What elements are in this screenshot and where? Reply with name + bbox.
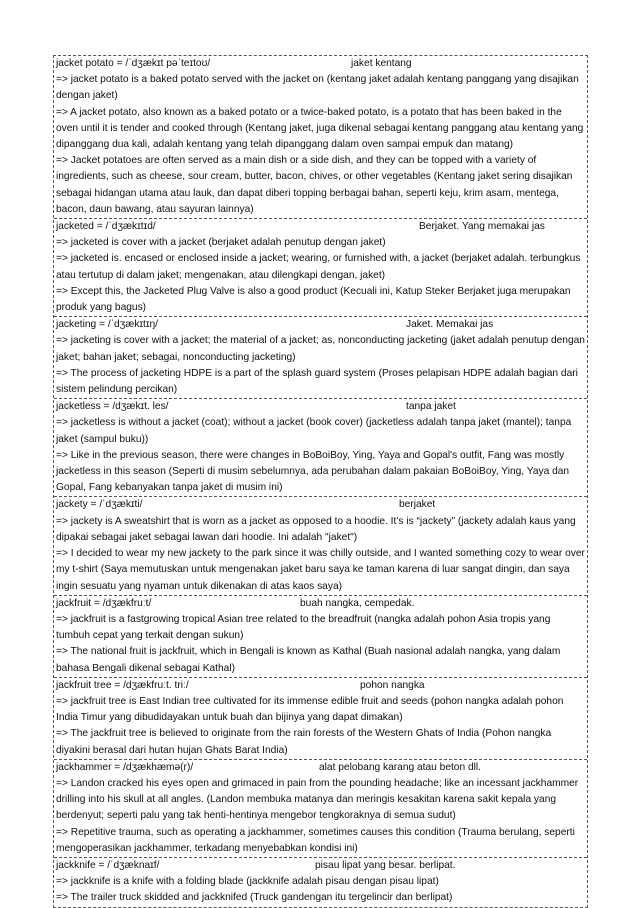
headword-pronunciation: jackfruit = /dʒækfruːt/: [56, 597, 152, 609]
entry-heading: [56, 760, 585, 776]
headword-pronunciation: jacket potato = /ˈdʒækɪt pəˈteɪtoʊ/: [56, 58, 211, 69]
entry-jackhammer: [54, 759, 587, 857]
example-line: => The jackfruit tree is believed to originate from the rain forests of the Western Ghats of India (Pohon nangka diyakini berasal dari hutan hujan Ghats Barat India): [56, 728, 552, 756]
translation: buah nangka, cempedak.: [300, 597, 415, 609]
example-line: => The trailer truck skidded and jackknifed (Truck gandengan itu tergelincir dan berlipat): [56, 892, 453, 904]
example-line: => Like in the previous season, there were changes in BoBoiBoy, Ying, Yaya and Gopal's outfit, Fang was mostly jacketless in this season (Seperti di musim sebelumnya, ada perubahan dalam pakaian BoBoiBoy, Ying, Yaya dan Gopal, Fang kebanyakan tanpa jaket di musim ini): [56, 449, 570, 494]
example-line: => A jacket potato, also known as a baked potato or a twice-baked potato, is a potato that has been baked in the oven until it is tender and cooked through (Kentang jaket, juga dikenal sebagai kentang panggang atau kentang yang dipanggang dua kali, adalah kentang yang telah dipanggang dalam oven sampai empuk dan matang): [56, 106, 584, 151]
headword-pronunciation: jackety = /ˈdʒækɪti/: [56, 499, 143, 511]
entry-heading: [56, 56, 585, 72]
entry-jackknife: [54, 857, 587, 907]
entry-heading: [56, 317, 585, 333]
headword-pronunciation: jackfruit tree = /dʒækfruːt. triː/: [56, 679, 189, 691]
translation: berjaket: [399, 499, 436, 511]
entry-jacketing: [54, 316, 587, 398]
headword-pronunciation: jacketing = /ˈdʒækɪtɪŋ/: [56, 319, 158, 331]
definition-line: => jackety is A sweatshirt that is worn as a jacket as opposed to a hoodie. It’s is “jackety” (jackety adalah kaus yang dipakai sebagai jaket sebagai lawan dari hoodie. Ini adalah "jaket"): [56, 515, 576, 543]
entry-heading: [56, 678, 585, 694]
example-line: => Jacket potatoes are often served as a main dish or a side dish, and they can be topped with a variety of ingredients, such as cheese, sour cream, butter, bacon, chives, or other vegetables (Kentang jaket sering disajikan sebagai hidangan utama atau lauk, dan dapat diberi topping berbagai bahan, seperti keju, krim asam, mentega, bacon, daun bawang, atau sayuran lainnya): [56, 155, 573, 215]
headword-pronunciation: jackhammer = /dʒækhæmə(r)/: [56, 761, 194, 773]
entry-jackfruit-tree: [54, 677, 587, 759]
definition-line: => jackfruit tree is East Indian tree cultivated for its immense edible fruit and seeds (pohon nangka adalah pohon India Timur yang dibudidayakan untuk buah dan bijinya yang dapat dimakan): [56, 695, 564, 724]
definition-line: => jacketed is cover with a jacket (berjaket adalah penutup dengan jaket): [56, 237, 386, 249]
example-line: => Landon cracked his eyes open and grimaced in pain from the pounding headache; like an incessant jackhammer drilling into his skull at all angles. (Landon membuka matanya dan meringis kesakitan karena sakit kepala yang berdenyut; seperti palu yang tak henti-hentinya mengebor tengkoraknya di semua sudut): [56, 777, 579, 822]
translation: Berjaket. Yang memakai jas: [419, 221, 545, 233]
entry-jacketed: [54, 218, 587, 316]
headword-pronunciation: jacketless = /dʒækɪt. les/: [56, 401, 169, 413]
entry-jackety: [54, 496, 587, 594]
translation: pohon nangka: [360, 679, 425, 691]
entry-heading: [56, 497, 585, 513]
translation: alat pelobang karang atau beton dll.: [319, 761, 481, 773]
definition-line: => jacket potato is a baked potato served with the jacket on (kentang jaket adalah kentang panggang yang disajikan dengan jaket): [56, 74, 579, 102]
headword-pronunciation: jackknife = /ˈdʒæknaɪf/: [56, 859, 160, 871]
translation: jaket kentang: [351, 58, 412, 69]
example-line: => Except this, the Jacketed Plug Valve is also a good product (Kecuali ini, Katup Steker Berjaket juga merupakan produk yang bagus): [56, 285, 571, 314]
entry-heading: [56, 399, 585, 415]
entry-heading: [56, 219, 585, 235]
entry-jacket-potato: [54, 56, 587, 218]
definition-line: => jackfruit is a fastgrowing tropical Asian tree related to the breadfruit (nangka adalah pohon Asia tropis yang tumbuh cepat yang terkait dengan sukun): [56, 613, 551, 642]
example-line: => I decided to wear my new jackety to the park since it was chilly outside, and I wanted something cozy to wear over my t-shirt (Saya memutuskan untuk mengenakan jaket baru saya ke taman karena di luar sangat dingin, dan saya ingin sesuatu yang nyaman untuk dikenakan di atas kaos saya): [56, 548, 585, 592]
entry-heading: [56, 596, 585, 612]
definition-line: => jacketed is. encased or enclosed inside a jacket; wearing, or furnished with, a jacket (berjaket adalah. terbungkus atau tertutup di dalam jaket; mengenakan, atau dilengkapi dengan, jaket): [56, 253, 581, 281]
translation: pisau lipat yang besar. berlipat.: [315, 859, 456, 871]
dictionary-document: [53, 55, 588, 908]
translation: tanpa jaket: [406, 401, 456, 413]
entry-heading: [56, 858, 585, 874]
headword-pronunciation: jacketed = /ˈdʒækɪtɪd/: [56, 221, 156, 233]
definition-line: => jacketing is cover with a jacket; the material of a jacket; as, nonconducting jacketing (jaket adalah penutup dengan jaket; bahan jaket; sebagai, nonconducting jacketing): [56, 335, 585, 363]
entry-jacketless: [54, 398, 587, 496]
example-line: => The national fruit is jackfruit, which in Bengali is known as Kathal (Buah nasional adalah nangka, yang dalam bahasa Bengali dikenal sebagai Kathal): [56, 646, 561, 674]
example-line: => Repetitive trauma, such as operating a jackhammer, sometimes causes this condition (Trauma berulang, seperti mengoperasikan jackhammer, terkadang menyebabkan kondisi ini): [56, 826, 575, 854]
definition-line: => jacketless is without a jacket (coat); without a jacket (book cover) (jacketless adalah tanpa jaket (mantel); tanpa jaket (sampul buku)): [56, 417, 572, 445]
entry-jackfruit: [54, 595, 587, 677]
translation: Jaket. Memakai jas: [406, 319, 494, 331]
example-line: => The process of jacketing HDPE is a part of the splash guard system (Proses pelapisan HDPE adalah bagian dari sistem pelindung percikan): [56, 367, 578, 396]
definition-line: => jackknife is a knife with a folding blade (jackknife adalah pisau dengan pisau lipat): [56, 876, 439, 888]
